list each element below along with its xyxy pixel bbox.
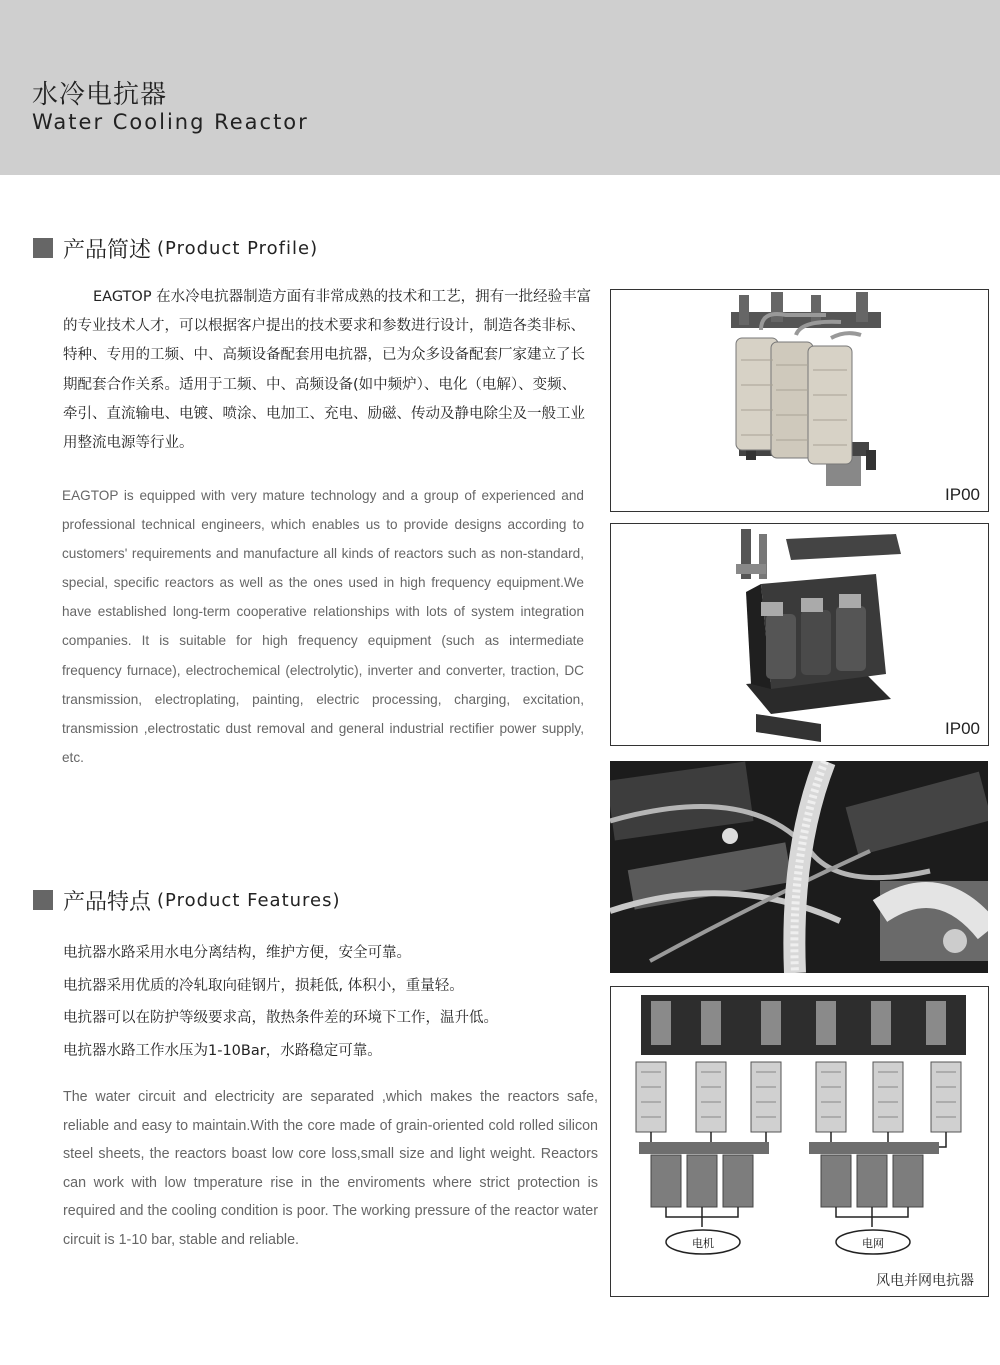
photo-2-caption: IP00 <box>945 719 980 738</box>
reactor-photo-2 <box>610 523 989 746</box>
profile-heading <box>33 233 318 263</box>
reactor-image-2 <box>611 524 988 745</box>
page-title-cn: 水冷电抗器 <box>32 80 168 110</box>
heading-square-icon <box>33 890 53 910</box>
feature-item: 电抗器水路采用水电分离结构，维护方便，安全可靠。 <box>63 945 411 961</box>
profile-line: EAGTOP 在水冷电抗器制造方面有非常成熟的技术和工艺，拥有一批经验丰富 <box>93 289 592 305</box>
profile-line: 期配套合作关系。适用于工频、中、高频设备(如中频炉）、电化（电解）、变频、 <box>63 376 577 393</box>
feature-item: 电抗器采用优质的冷轧取向硅钢片，损耗低, 体积小，重量轻。 <box>63 977 464 994</box>
profile-text-en: EAGTOP is equipped with very mature technology and a group of experienced and professional technical engineers, which enables us to provide designs according to customers' requirements and manufacture all kinds of reactors such as non-standard, special, specific reactors as well as the ones used in high frequency equipment.We have established long-term cooperative relationships with lots of system integration companies. It is suitable for high frequency equipment (such as intermediate frequency furnace), electrochemical (electrolytic), inverter and converter, traction, DC transmission, electroplating, painting, electric processing, charging, excitation, transmission ,electrostatic dust removal and general industrial rectifier power supply, etc. <box>62 488 584 765</box>
reactor-image-1 <box>611 290 988 511</box>
diagram-caption: 风电并网电抗器 <box>876 1272 974 1288</box>
features-text-en: The water circuit and electricity are separated ,which makes the reactors safe, reliable and easy to maintain.With the core made of grain-oriented cold rolled silicon steel sheets, the reactors boast low core loss,small size and light weight. Reactors can work with low tmperature rise in the enviroments where strict protection is required and the cooling condition is poor. The working pressure of the reactor water circuit is 1-10 bar, stable and reliable. <box>63 1089 598 1248</box>
water-pipes-image <box>610 761 988 973</box>
features-heading-en: (Product Features) <box>157 889 341 911</box>
features-heading-cn: 产品特点 <box>63 889 152 915</box>
profile-heading-cn: 产品简述 <box>63 237 152 263</box>
reactor-photo-1 <box>610 289 989 512</box>
features-heading <box>33 885 341 915</box>
profile-line: 牵引、直流输电、电镀、喷涂、电加工、充电、励磁、传动及静电除尘及一般工业 <box>63 405 585 422</box>
profile-line: 的专业技术人才，可以根据客户提出的技术要求和参数进行设计，制造各类非标、 <box>63 318 585 335</box>
profile-line: 用整流电源等行业。 <box>63 435 194 452</box>
grid-reactor-diagram <box>610 986 989 1297</box>
profile-text-cn <box>63 283 595 458</box>
water-pipes-photo <box>610 761 988 973</box>
profile-heading-en: (Product Profile) <box>157 237 319 259</box>
features-list-cn <box>63 937 595 1067</box>
motor-label: 电机 <box>692 1237 714 1250</box>
grid-label: 电网 <box>862 1237 884 1250</box>
grid-reactor-schematic <box>611 987 988 1296</box>
page-title-en: Water Cooling Reactor <box>32 110 309 134</box>
feature-item: 电抗器水路工作水压为1-10Bar，水路稳定可靠。 <box>63 1042 382 1059</box>
photo-1-caption: IP00 <box>945 485 980 504</box>
heading-square-icon <box>33 238 53 258</box>
feature-item: 电抗器可以在防护等级要求高，散热条件差的环境下工作，温升低。 <box>63 1010 498 1026</box>
profile-line: 特种、专用的工频、中、高频设备配套用电抗器，已为众多设备配套厂家建立了长 <box>63 347 585 364</box>
page-header <box>0 0 1000 175</box>
